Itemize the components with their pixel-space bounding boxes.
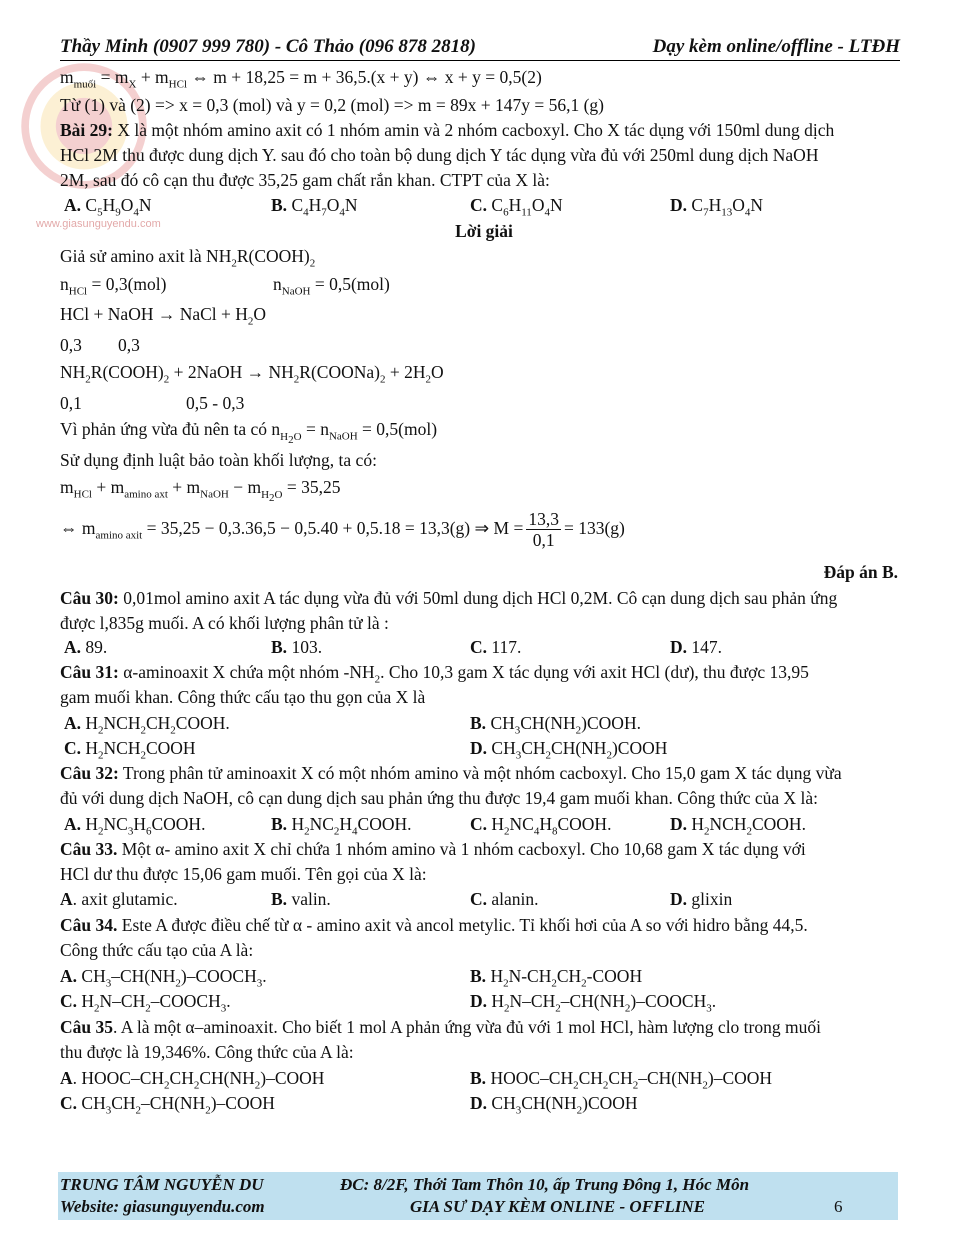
cau34-line-2: Công thức cấu tạo của A là: — [60, 940, 254, 960]
cau33-option-b: B. valin. — [271, 889, 331, 909]
cau35-option-c: C. $CH_3CH_2-CH(NH_2)$–COOH — [60, 1093, 275, 1117]
solution-eq-1: HCl + NaOH → NaCl + $H_2O$ — [60, 304, 267, 328]
cau33-option-d: D. glixin — [670, 889, 733, 909]
cau34-option-a: A. $CH_3-CH(NH_2)-COOCH_3$. — [60, 966, 267, 990]
bai29-line-1: Bài 29: X là một nhóm amino axit có 1 nhóm amin và 2 nhóm cacboxyl. Cho X tác dụng với 150ml dung dịch — [60, 120, 835, 140]
cau34-line-1: Câu 34. Este A được điều chế từ α - amino axit và ancol metylic. Tỉ khối hơi của A so với hidro bằng 44,5. — [60, 915, 808, 935]
solution-answer: Đáp án B. — [823, 562, 898, 582]
bai29-option-d: D. $C_7H_{13}O_4N$ — [670, 195, 763, 219]
cau31-option-b: B. $CH_3CH(NH_2)COOH$. — [470, 713, 641, 737]
solution-mol-1a: 0,3 — [60, 335, 82, 355]
cau33-line-2: HCl dư thu được 15,06 gam muối. Tên gọi của X là: — [60, 864, 427, 884]
solution-assume: Giả sử amino axit là $NH_2R(COOH)_2$ — [60, 246, 316, 270]
page-number: 6 — [834, 1197, 843, 1216]
footer-slogan: GIA SƯ DẠY KÈM ONLINE - OFFLINE — [410, 1197, 705, 1216]
cau34-option-b: B. $H_2N-CH_2CH_2$-COOH — [470, 966, 643, 990]
cau32-option-a: A. $H_2NC_3H_6COOH$. — [64, 814, 206, 838]
cau32-line-2: đủ với dung dịch NaOH, cô cạn dung dịch sau phản ứng thu được 19,4 gam muối khan. Công thức của X là: — [60, 788, 819, 808]
cau34-option-d: D. $H_2N-CH_2-CH(NH_2)-COOCH_3$. — [470, 991, 717, 1015]
footer-address: ĐC: 8/2F, Thới Tam Thôn 10, ấp Trung Đông 1, Hóc Môn — [340, 1175, 750, 1194]
cau30-option-a: A. 89. — [64, 637, 108, 657]
footer-center-name: TRUNG TÂM NGUYỄN DU — [60, 1175, 264, 1194]
bai29-line-3: 2M, sau đó cô cạn thu được 35,25 gam chất rắn khan. CTPT của X là: — [60, 170, 550, 190]
cau33-line-1: Câu 33. Một α- amino axit X chỉ chứa 1 nhóm amino và 1 nhóm cacboxyl. Cho 10,68 gam X tác dụng với — [60, 839, 806, 859]
cau35-option-b: B. HOOC–$CH_2CH_2CH_2-CH(NH_2)$–COOH — [470, 1068, 773, 1092]
cau31-option-a: A. $H_2NCH_2CH_2COOH$. — [64, 713, 230, 737]
cau30-option-b: B. 103. — [271, 637, 323, 657]
molar-mass-fraction: $\frac{13,3}{0,1}$ — [528, 509, 559, 551]
cau34-option-c: C. $H_2N-CH_2-COOCH_3$. — [60, 991, 231, 1015]
watermark: www.giasunguyendu.com — [36, 218, 161, 230]
cau35-option-d: D. $CH_3CH(NH_2)COOH$ — [470, 1093, 638, 1117]
cau35-line-1: Câu 35. A là một α–aminoaxit. Cho biết 1 mol A phản ứng vừa đủ với 1 mol HCl, hàm lượng clo trong muối — [60, 1017, 821, 1037]
cau32-line-1: Câu 32: Trong phân tử aminoaxit X có một nhóm amino và một nhóm cacboxyl. Cho 15,0 gam X tác dụng vừa — [60, 763, 842, 783]
solution-eq-2: $NH_2R(COOH)_2$ + 2NaOH → $NH_2R(COONa)_2 + 2H_2O$ — [60, 362, 444, 386]
cau32-option-d: D. $H_2NCH_2COOH$. — [670, 814, 806, 838]
cau33-option-c: C. alanin. — [470, 889, 539, 909]
solution-law: Sử dụng định luật bảo toàn khối lượng, ta có: — [60, 450, 377, 470]
cau31-option-c: C. $H_2NCH_2COOH$ — [64, 738, 196, 762]
cau31-line-1: Câu 31: α-aminoaxit X chứa một nhóm $-NH_2$. Cho 10,3 gam X tác dụng với axit HCl (dư), thu được 13,95 — [60, 662, 809, 686]
solution-water: Vì phản ứng vừa đủ nên ta có $n_{H_2O} = n_{NaOH} = 0,5(mol)$ — [60, 419, 438, 446]
cau32-option-c: C. $H_2NC_4H_8COOH$. — [470, 814, 612, 838]
cau31-option-d: D. $CH_3CH_2CH(NH_2)COOH$ — [470, 738, 668, 762]
cau30-option-c: C. 117. — [470, 637, 522, 657]
cau35-option-a: A. HOOC–$CH_2CH_2CH(NH_2)$–COOH — [60, 1068, 325, 1092]
page-footer — [58, 1172, 898, 1220]
solution-mol-2a: 0,1 — [60, 393, 82, 413]
header-teachers: Thầy Minh (0907 999 780) - Cô Thảo (096 878 2818) — [60, 36, 476, 57]
bai29-option-c: C. $C_6H_{11}O_4N$ — [470, 195, 563, 219]
footer-website[interactable]: Website: giasunguyendu.com — [60, 1197, 265, 1216]
cau30-option-d: D. 147. — [670, 637, 723, 657]
bai29-option-a: A. $C_5H_9O_4N$ — [64, 195, 152, 219]
solution-mass-calc: ⇔ $m_{amino axit} = 35,25 - 0,3.36,5 - 0,5.40 + 0,5.18 = 13,3(g)$ ⇒ M = $\frac{13,3}{0,1}$ = 133(g) — [60, 509, 625, 551]
intro-line-2: Từ (1) và (2) => x = 0,3 (mol) và y = 0,2 (mol) => m = 89x + 147y = 56,1 (g) — [60, 95, 604, 115]
cau35-line-2: thu được là 19,346%. Công thức của A là: — [60, 1042, 354, 1062]
bai29-line-2: HCl 2M thu được dung dịch Y. sau đó cho toàn bộ dung dịch Y tác dụng vừa đủ với 250ml dung dịch NaOH — [60, 145, 819, 165]
cau30-line-2: được l,835g muối. A có khối lượng phân tử là : — [60, 613, 389, 633]
solution-n-naoh: $n_{NaOH} = 0,5(mol)$ — [273, 274, 390, 298]
solution-mol-2b: 0,5 - 0,3 — [186, 393, 245, 413]
cau30-line-1: Câu 30: 0,01mol amino axit A tác dụng vừa đủ với 50ml dung dịch HCl 0,2M. Cô cạn dung dịch sau phản ứng — [60, 588, 838, 608]
intro-line-1: $m_{muối} = m_X + m_{HCl}$ ⇔ m + 18,25 = m + 36,5.(x + y) ⇔ x + y = 0,5(2) — [60, 67, 542, 91]
solution-n-hcl: $n_{HCl} = 0,3(mol)$ — [60, 274, 167, 298]
solution-mass-sum: $m_{HCl} + m_{amino axt} + m_{NaOH} - m_{H_2O} = 35,25$ — [60, 477, 341, 504]
solution-title: Lời giải — [455, 221, 513, 241]
solution-mol-1b: 0,3 — [118, 335, 140, 355]
cau31-line-2: gam muối khan. Công thức cấu tạo thu gọn của X là — [60, 687, 426, 707]
bai29-option-b: B. $C_4H_7O_4N$ — [271, 195, 358, 219]
page-header — [60, 36, 900, 61]
cau33-option-a: A. axit glutamic. — [60, 889, 178, 909]
header-tagline: Dạy kèm online/offline - LTĐH — [652, 36, 900, 57]
cau32-option-b: B. $H_2NC_2H_4COOH$. — [271, 814, 412, 838]
